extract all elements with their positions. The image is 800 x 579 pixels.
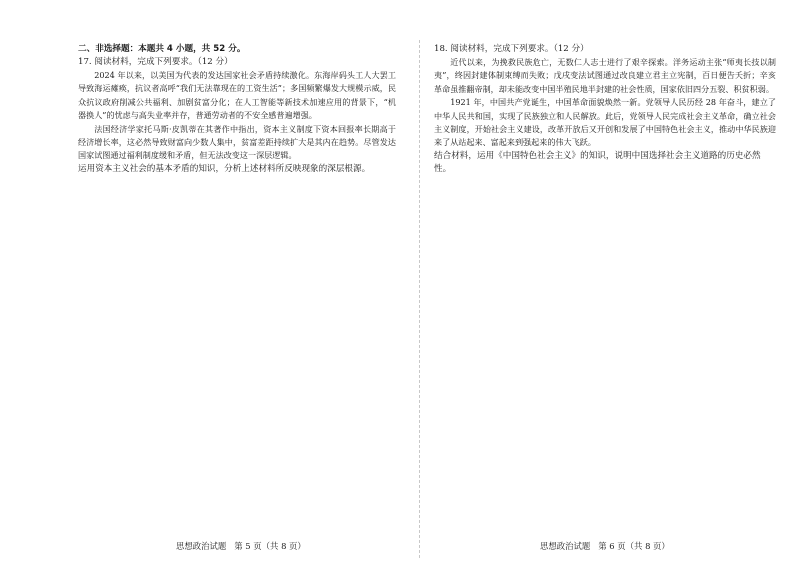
page-footer [176,540,306,552]
section-title: 二、非选择题：本题共 4 小题，共 52 分。 [78,44,246,54]
question-17-task: 运用资本主义社会的基本矛盾的知识，分析上述材料所反映现象的深层根源。 [78,163,371,174]
question-18-block [434,43,776,176]
footer-page-number: 第 6 页（共 8 页） [598,541,670,551]
footer-subject: 思想政治试题 [176,541,227,551]
page-footer [540,540,670,552]
material-paragraph: 1921 年，中国共产党诞生，中国革命面貌焕然一新。党领导人民历经 28 年奋斗，建立了中华人民共和国，实现了民族独立和人民解放。此后，党领导人民完成社会主义革命，确立社会主义制度，开始社会主义建设，改革开放后又开创和发展了中国特色社会主义，推动中华民族迎来了从站起来、富起来到强起来的伟大飞跃。 [434,97,776,148]
exam-page-6 [420,0,800,579]
material-paragraph: 2024 年以来，以美国为代表的发达国家社会矛盾持续激化。东海岸码头工人大罢工导致海运瘫痪，抗议者高呼“我们无法靠现在的工资生活”；多国频繁爆发大规模示威，民众抗议政府削减公共福利、加剧贫富分化；在人工智能等新技术加速应用的背景下，“机器换人”的忧虑与高失业率并存，普通劳动者的不安全感普遍增强。 [78,70,396,121]
material-paragraph: 近代以来，为挽救民族危亡，无数仁人志士进行了艰辛探索。洋务运动主张“师夷长技以制夷”，终因封建体制束缚而失败；戊戌变法试图通过改良建立君主立宪制，百日便告夭折；辛亥革命虽推翻帝制，却未能改变中国半殖民地半封建的社会性质，国家依旧四分五裂、积贫积弱。 [434,57,776,94]
footer-subject: 思想政治试题 [540,541,591,551]
question-18-prompt: 18. 阅读材料，完成下列要求。（12 分） [434,44,589,54]
question-17-block [78,43,396,176]
footer-page-number: 第 5 页（共 8 页） [234,541,306,551]
question-17-prompt: 17. 阅读材料，完成下列要求。（12 分） [78,57,233,67]
question-18-task: 结合材料，运用《中国特色社会主义》的知识，说明中国选择社会主义道路的历史必然性。 [434,150,761,174]
material-paragraph: 法国经济学家托马斯·皮凯蒂在其著作中指出，资本主义制度下资本回报率长期高于经济增长率，这必然导致财富向少数人集中，贫富差距持续扩大是其内在趋势。尽管发达国家试图通过福利制度缓和矛盾，但无法改变这一深层逻辑。 [78,123,396,161]
